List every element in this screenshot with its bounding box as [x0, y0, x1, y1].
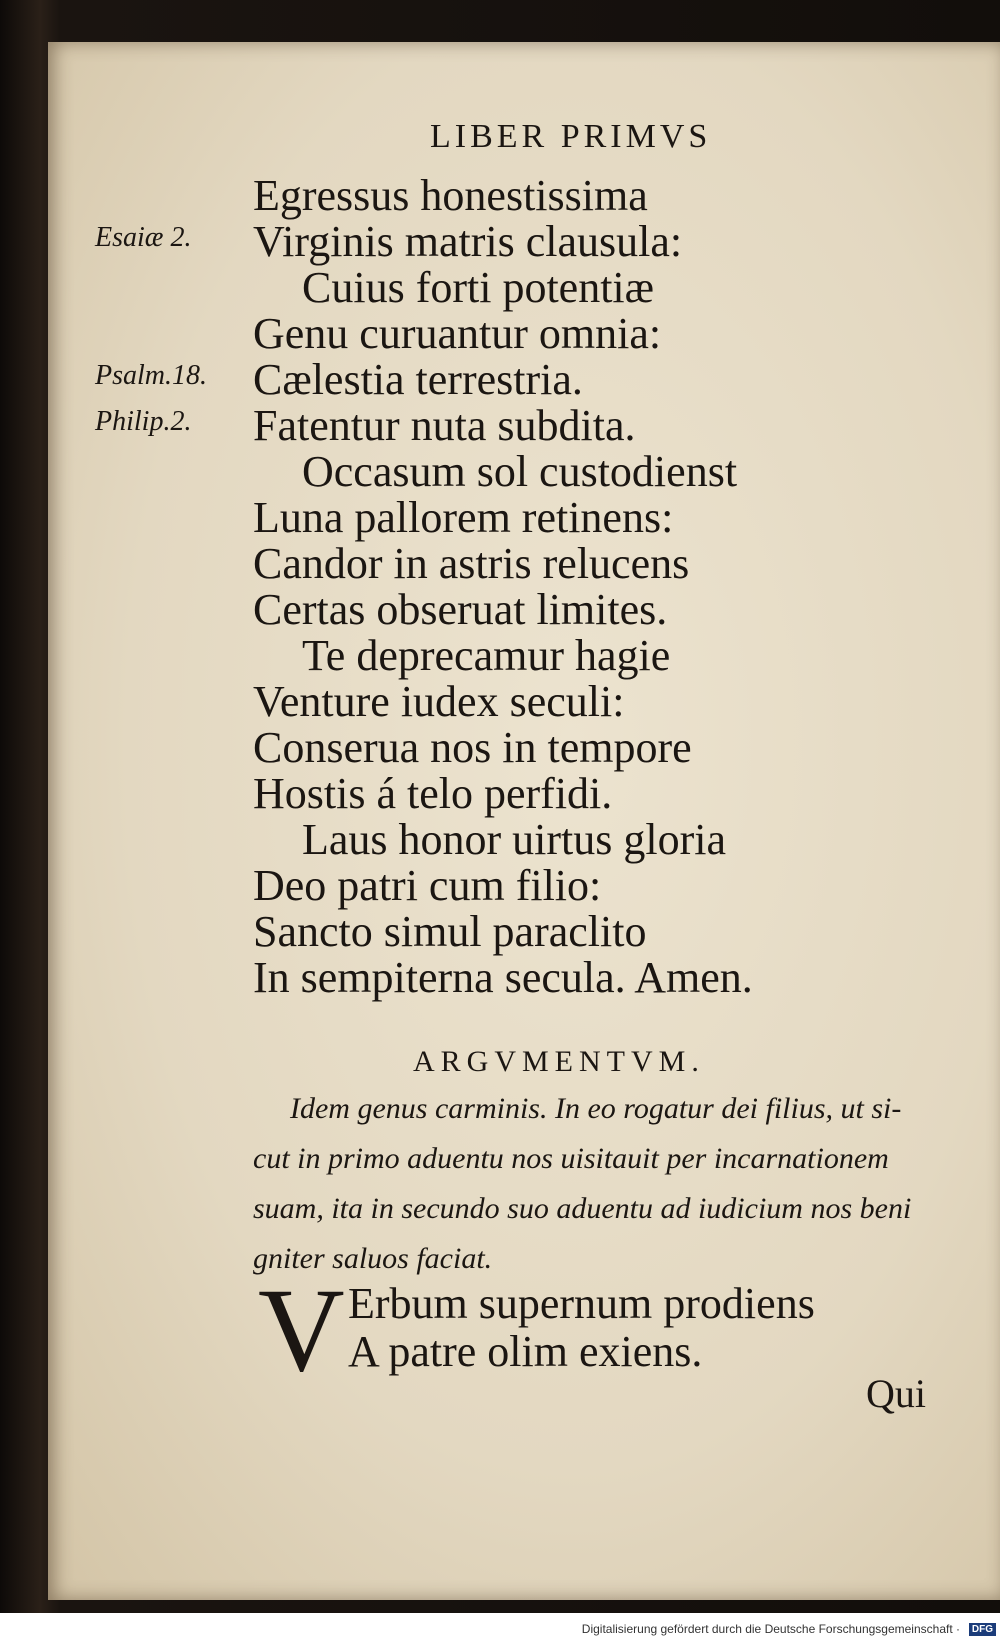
argument-title: ARGVMENTVM. [413, 1045, 705, 1078]
argument-line: gniter saluos faciat. [253, 1242, 493, 1275]
verse-line: Genu curuantur omnia: [253, 309, 662, 358]
page-header: LIBER PRIMVS [430, 118, 712, 155]
verse-line: Egressus honestissima [253, 171, 648, 220]
verse-line: Te deprecamur hagie [302, 631, 671, 680]
verse-line: Virginis matris clausula: [253, 217, 683, 266]
verse-line: Sancto simul paraclito [253, 907, 647, 956]
verse-line: Deo patri cum filio: [253, 861, 602, 910]
dfg-logo: DFG [969, 1623, 996, 1636]
verse-line: Candor in astris relucens [253, 539, 690, 588]
verse-line: Cuius forti potentiæ [302, 263, 654, 312]
verse-line: Fatentur nuta subdita. [253, 401, 636, 450]
hymn-line: Erbum supernum prodiens [348, 1279, 815, 1328]
verse-line: Hostis á telo perfidi. [253, 769, 613, 818]
verse-line: Cælestia terrestria. [253, 355, 583, 404]
digitization-footer [0, 1613, 1000, 1641]
verse-line: Luna pallorem retinens: [253, 493, 674, 542]
catchword: Qui [866, 1371, 926, 1416]
verse-line: In sempiterna secula. Amen. [253, 953, 753, 1002]
hymn-line: A patre olim exiens. [348, 1327, 703, 1376]
verse-line: Venture iudex seculi: [253, 677, 625, 726]
margin-note-esaiae: Esaiæ 2. [95, 222, 192, 253]
argument-line: suam, ita in secundo suo aduentu ad iudicium nos beni [253, 1192, 912, 1225]
bleed-through-text [228, 102, 239, 153]
argument-line: cut in primo aduentu nos uisitauit per incarnationem [253, 1142, 889, 1175]
margin-note-psalm: Psalm.18. [95, 360, 207, 391]
margin-note-philip: Philip.2. [95, 406, 192, 437]
drop-cap: V [258, 1263, 345, 1396]
verse-line: Conserua nos in tempore [253, 723, 692, 772]
verse-line: Laus honor uirtus gloria [302, 815, 727, 864]
verse-line: Certas obseruat limites. [253, 585, 668, 634]
verse-line: Occasum sol custodienst [302, 447, 738, 496]
footer-credit: Digitalisierung gefördert durch die Deutsche Forschungsgemeinschaft · [581, 1622, 960, 1636]
argument-line: Idem genus carminis. In eo rogatur dei filius, ut si- [290, 1092, 902, 1125]
